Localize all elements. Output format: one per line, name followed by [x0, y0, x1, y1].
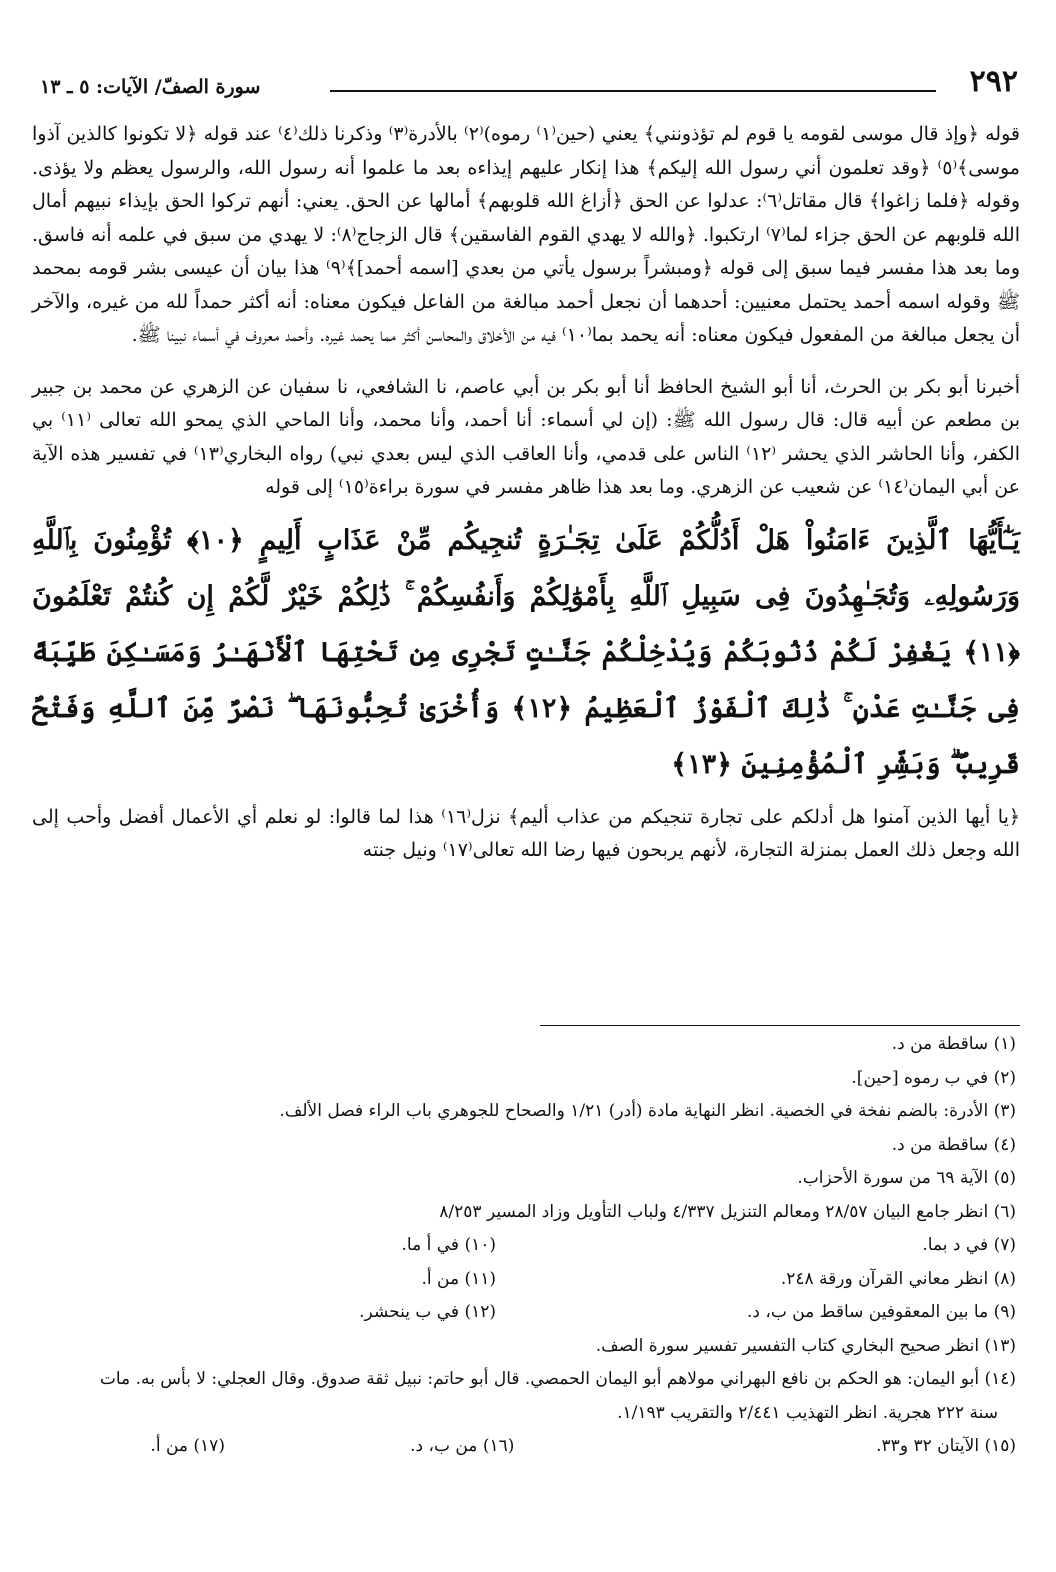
- main-text: [32, 118, 1020, 868]
- page-header: [30, 62, 1026, 102]
- closing-paragraph: ﴿يا أيها الذين آمنوا هل أدلكم على تجارة تنجيكم من عذاب أليم﴾ نزل⁽١٦⁾ هذا لما قالوا: لو نعلم أي الأعمال أفضل وأحب إلى الله وجعل ذلك العمل بمنزلة التجارة، لأنهم يربحون فيها رضا الله تعالى⁽١٧⁾ ونيل جنته: [32, 805, 1020, 861]
- header-rule: [330, 90, 936, 92]
- footnote-separator: [540, 1025, 1020, 1026]
- footnote-row: [32, 1296, 1016, 1330]
- footnote: (١٥) الآيتان ٣٢ و٣٣.: [876, 1436, 1016, 1456]
- footnote: (١٦) من ب، د.: [410, 1436, 515, 1456]
- footnote: (١٠) في أ ما.: [401, 1235, 496, 1255]
- footnote: (٣) الأدرة: بالضم نفخة في الخصية. انظر النهاية مادة (أدر) ١/٢١ والصحاح للجوهري باب الراء فصل الألف.: [279, 1101, 1016, 1121]
- footnote: (١٣) انظر صحيح البخاري كتاب التفسير تفسير سورة الصف.: [595, 1335, 1016, 1356]
- footnote: (٢) في ب رموه [حين].: [851, 1067, 1016, 1088]
- page-number: ٢٩٢: [969, 64, 1018, 99]
- footnote: (٦) انظر جامع البيان ٢٨/٥٧ ومعالم التنزيل ٤/٣٣٧ ولباب التأويل وزاد المسير ٨/٢٥٣: [439, 1201, 1016, 1222]
- footnotes: [32, 1028, 1016, 1464]
- footnote: (١١) من أ.: [421, 1268, 496, 1289]
- footnote: (٥) الآية ٦٩ من سورة الأحزاب.: [797, 1168, 1016, 1188]
- footnote-row: [32, 1430, 1016, 1464]
- footnote-row: [32, 1229, 1016, 1263]
- footnote-row: [32, 1263, 1016, 1297]
- tafsir-paragraph: قوله ﴿وإذ قال موسى لقومه يا قوم لم تؤذونني﴾ يعني (حين⁽١⁾ رموه)⁽٢⁾ بالأدرة⁽٣⁾ وذكرنا ذلك⁽٤⁾ عند قوله ﴿لا تكونوا كالذين آذوا موسى﴾⁽٥⁾ ﴿وقد تعلمون أني رسول الله إليكم﴾ هذا إنكار عليهم إيذاءه بعد ما علموا أنه رسول الله، والرسول يعظم ولا يؤذى. وقوله ﴿فلما زاغوا﴾ قال مقاتل⁽٦⁾: عدلوا عن الحق ﴿أزاغ الله قلوبهم﴾ أمالها عن الحق. يعني: أنهم تركوا الحق بإيذاء نبيهم أمال الله قلوبهم عن الحق جزاء لما⁽٧⁾ ارتكبوا. ﴿والله لا يهدي القوم الفاسقين﴾ قال الزجاج⁽٨⁾: لا يهدي من سبق في علمه أنه فاسق. وما بعد هذا مفسر فيما سبق إلى قوله ﴿ومبشراً برسول يأتي من بعدي [اسمه أحمد]﴾⁽٩⁾ هذا بيان أن عيسى بشر قومه بمحمد ﷺ وقوله اسمه أحمد يحتمل معنيين: أحدهما أن نجعل أحمد مبالغة من الفاعل فيكون معناه: أنه أكثر حمداً لله من غيره، والآخر أن يجعل مبالغة من المفعول فيكون معناه: أنه يحمد بما⁽١٠⁾ فيه من الأخلاق والمحاسن أكثر مما يحمد غيره. وأحمد معروف في أسماء نبينا ﷺ.: [32, 123, 1021, 346]
- quran-verses: يَـٰٓأَيُّهَا ٱلَّذِينَ ءَامَنُواْ هَلْ أَدُلُّكُمْ عَلَىٰ تِجَـٰرَةٍ تُنجِيكُم مِّنْ عَذَابٍ أَلِيمٍ ﴿١٠﴾ تُؤْمِنُونَ بِٱللَّهِ وَرَسُولِهِۦ وَتُجَـٰهِدُونَ فِى سَبِيلِ ٱللَّهِ بِأَمْوَٰلِكُمْ وَأَنفُسِكُمْ ۚ ذَٰلِكُمْ خَيْرٌ لَّكُمْ إِن كُنتُمْ تَعْلَمُونَ ﴿١١﴾ يَغْفِرْ لَكُمْ ذُنُوبَكُمْ وَيُدْخِلْكُمْ جَنَّـٰتٍ تَجْرِى مِن تَحْتِهَا ٱلْأَنْهَـٰرُ وَمَسَـٰكِنَ طَيِّبَةً فِى جَنَّـٰتِ عَدْنٍ ۚ ذَٰلِكَ ٱلْفَوْزُ ٱلْعَظِيمُ ﴿١٢﴾ وَأُخْرَىٰ تُحِبُّونَهَا ۖ نَصْرٌ مِّنَ ٱللَّهِ وَفَتْحٌ قَرِيبٌ ۗ وَبَشِّرِ ٱلْمُؤْمِنِينَ ﴿١٣﴾: [32, 524, 1020, 780]
- surah-label: سورة الصفّ/ الآيات: ٥ ـ ١٣: [40, 76, 261, 98]
- footnote: (٩) ما بين المعقوفين ساقط من ب، د.: [746, 1302, 1016, 1322]
- footnote: (١٤) أبو اليمان: هو الحكم بن نافع البهراني مولاهم أبو اليمان الحمصي. قال أبو حاتم: نبيل ثقة صدوق. وقال العجلي: لا بأس به. مات: [99, 1369, 1016, 1389]
- footnote: (١٢) في ب ينحشر.: [359, 1302, 496, 1322]
- paragraph-gap: [32, 353, 1020, 371]
- footnote: (٨) انظر معاني القرآن ورقة ٢٤٨.: [780, 1268, 1016, 1289]
- footnote: (١) ساقطة من د.: [891, 1034, 1016, 1054]
- footnote: (٧) في د بما.: [922, 1235, 1016, 1255]
- footnote-continuation: سنة ٢٢٢ هجرية. انظر التهذيب ٢/٤٤١ والتقريب ١/١٩٣.: [617, 1402, 998, 1423]
- footnote: (١٧) من أ.: [150, 1436, 225, 1456]
- footnote: (٤) ساقطة من د.: [891, 1134, 1016, 1155]
- hadith-paragraph: أخبرنا أبو بكر بن الحرث، أنا أبو الشيخ الحافظ أنا أبو بكر بن أبي عاصم، نا الشافعي، نا سفيان عن الزهري عن محمد بن جبير بن مطعم عن أبيه قال: قال رسول الله ﷺ: (إن لي أسماء: أنا أحمد، وأنا محمد، وأنا الماحي الذي يمحو الله تعالى ⁽١١⁾ بي الكفر، وأنا الحاشر الذي يحشر ⁽١٢⁾ الناس على قدمي، وأنا العاقب الذي ليس بعدي نبي) رواه البخاري⁽١٣⁾ في تفسير هذه الآية عن أبي اليمان⁽١٤⁾ عن شعيب عن الزهري. وما بعد هذا ظاهر مفسر في سورة براءة⁽١٥⁾ إلى قوله: [32, 375, 1020, 498]
